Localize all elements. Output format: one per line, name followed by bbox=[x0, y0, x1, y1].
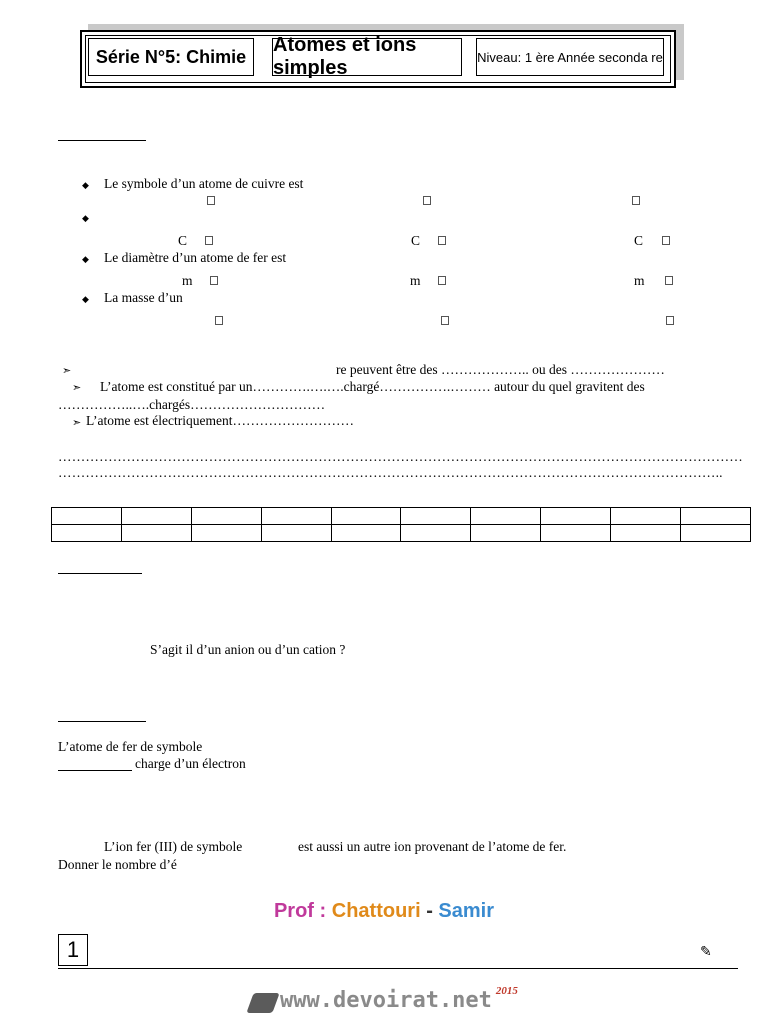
q1-row3-letter-b: m bbox=[410, 273, 421, 288]
q4-line-3a: L’ion fer (III) de symbole bbox=[104, 839, 243, 854]
watermark-year: 2015 bbox=[495, 985, 518, 997]
q1-row2-letter-c: C bbox=[634, 233, 644, 248]
table-cell[interactable] bbox=[121, 525, 191, 542]
q2-line-3: ……………..….chargés………………………… bbox=[58, 397, 326, 412]
footer-rule bbox=[58, 968, 738, 969]
table-cell[interactable] bbox=[331, 508, 401, 525]
q3-question: S’agit il d’un anion ou d’un cation ? bbox=[150, 642, 346, 657]
answer-dots-line-1: …………………………………………………………………………………………………………………………………… bbox=[58, 449, 743, 464]
checkbox-4a[interactable] bbox=[215, 316, 223, 325]
diamond-bullet-icon: ◆ bbox=[82, 213, 89, 223]
niveau-label: Niveau: 1 ère Année seconda re bbox=[476, 38, 664, 76]
table-cell[interactable] bbox=[261, 508, 331, 525]
checkbox-2b[interactable] bbox=[438, 236, 446, 245]
table-row bbox=[52, 508, 751, 525]
checkbox-3c[interactable] bbox=[665, 276, 673, 285]
diamond-bullet-icon: ◆ bbox=[82, 180, 89, 190]
q1-row2-letter-b: C bbox=[411, 233, 421, 248]
exercise-3-heading-line bbox=[58, 573, 142, 574]
checkbox-2c[interactable] bbox=[662, 236, 670, 245]
pointing-hand-arrow-icon: ➣ bbox=[72, 382, 82, 394]
table-cell[interactable] bbox=[611, 525, 681, 542]
author-last-name: Samir bbox=[438, 900, 495, 922]
table-cell[interactable] bbox=[121, 508, 191, 525]
pointing-hand-arrow-icon: ➣ bbox=[62, 365, 72, 377]
table-cell[interactable] bbox=[52, 508, 122, 525]
checkbox-3a[interactable] bbox=[210, 276, 218, 285]
table-cell[interactable] bbox=[401, 508, 471, 525]
q4-blank-line bbox=[58, 770, 132, 771]
q1-item-4: La masse d’un bbox=[104, 290, 183, 305]
table-cell[interactable] bbox=[261, 525, 331, 542]
author-label: Prof : bbox=[273, 900, 332, 922]
table-cell[interactable] bbox=[541, 508, 611, 525]
checkbox-3b[interactable] bbox=[438, 276, 446, 285]
q2-line-4: L’atome est électriquement……………………… bbox=[86, 413, 354, 428]
table-cell[interactable] bbox=[52, 525, 122, 542]
table-row bbox=[52, 525, 751, 542]
checkbox-4b[interactable] bbox=[441, 316, 449, 325]
document-title: Atomes et ions simples bbox=[272, 38, 462, 76]
pen-cursor-icon: ✎ bbox=[700, 945, 712, 960]
checkbox-1a[interactable] bbox=[207, 196, 215, 205]
table-cell[interactable] bbox=[611, 508, 681, 525]
checkbox-1b[interactable] bbox=[423, 196, 431, 205]
author-separator: - bbox=[420, 900, 439, 922]
checkbox-1c[interactable] bbox=[632, 196, 640, 205]
answer-dots-line-2: ……………………………………………………………………………………………………………………………….. bbox=[58, 465, 723, 480]
graduation-cap-icon bbox=[246, 993, 279, 1013]
q4-line-2: charge d’un électron bbox=[135, 756, 246, 771]
q4-line-1: L’atome de fer de symbole bbox=[58, 739, 203, 754]
table-cell[interactable] bbox=[331, 525, 401, 542]
table-cell[interactable] bbox=[681, 508, 751, 525]
page-number: 1 bbox=[58, 934, 88, 966]
author-first-name: Chattouri bbox=[331, 900, 421, 922]
q1-item-3: Le diamètre d’un atome de fer est bbox=[104, 250, 287, 265]
answer-table bbox=[51, 507, 751, 542]
q2-line-1: re peuvent être des ……………….. ou des ………………… bbox=[336, 362, 665, 377]
table-cell[interactable] bbox=[471, 508, 541, 525]
watermark bbox=[250, 985, 518, 1013]
q1-row2-letter-a: C bbox=[178, 233, 188, 248]
q4-line-3b: est aussi un autre ion provenant de l’atome de fer. bbox=[298, 839, 567, 854]
watermark-text: www.devoirat.net bbox=[280, 988, 492, 1013]
table-cell[interactable] bbox=[541, 525, 611, 542]
checkbox-4c[interactable] bbox=[666, 316, 674, 325]
table-cell[interactable] bbox=[191, 508, 261, 525]
table-cell[interactable] bbox=[681, 525, 751, 542]
checkbox-2a[interactable] bbox=[205, 236, 213, 245]
exercise-1-heading-line bbox=[58, 140, 146, 141]
q2-line-2: L’atome est constitué par un………….….….chargé…………….……… autour du quel gravitent des bbox=[100, 379, 645, 394]
table-cell[interactable] bbox=[471, 525, 541, 542]
header-frame bbox=[80, 30, 676, 88]
q1-row3-letter-a: m bbox=[182, 273, 193, 288]
serie-label: Série N°5: Chimie bbox=[88, 38, 254, 76]
exercise-4-heading-line bbox=[58, 721, 146, 722]
author-credit bbox=[0, 900, 768, 923]
pointing-hand-arrow-icon: ➣ bbox=[72, 417, 82, 429]
table-cell[interactable] bbox=[401, 525, 471, 542]
table-cell[interactable] bbox=[191, 525, 261, 542]
diamond-bullet-icon: ◆ bbox=[82, 254, 89, 264]
q1-item-1: Le symbole d’un atome de cuivre est bbox=[104, 176, 304, 191]
diamond-bullet-icon: ◆ bbox=[82, 294, 89, 304]
q1-row3-letter-c: m bbox=[634, 273, 645, 288]
q4-line-4: Donner le nombre d’é bbox=[58, 857, 177, 872]
